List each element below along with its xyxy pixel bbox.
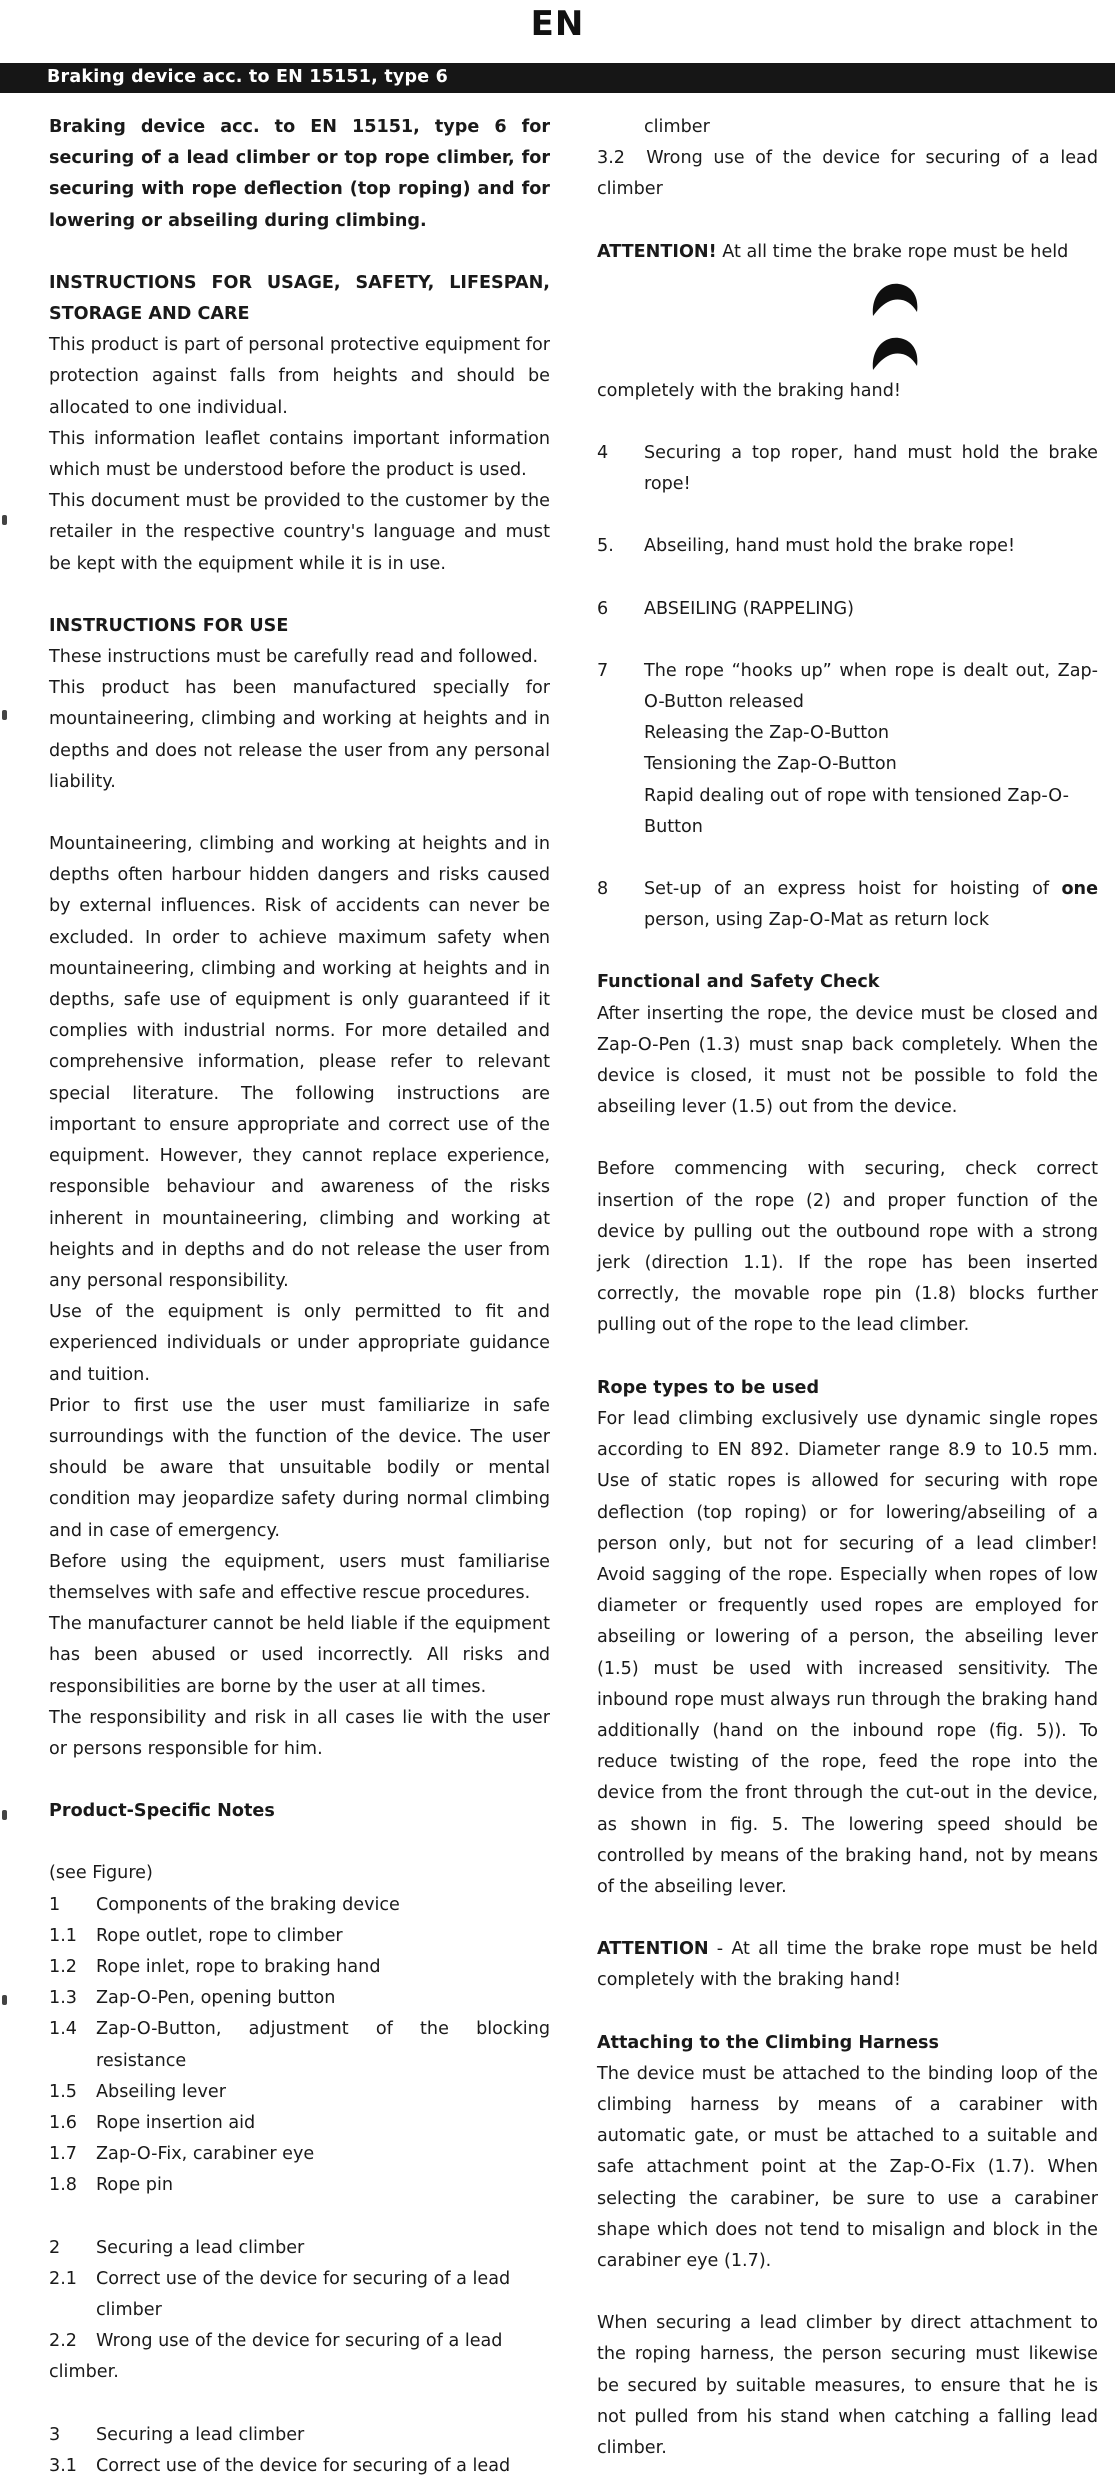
paragraph: This document must be provided to the customer by the retailer in the respective country's language and must be kept with the equipment while it is in use. bbox=[49, 491, 550, 574]
list-item: 2.1 Correct use of the device for securing of a lead bbox=[49, 2268, 511, 2289]
list-subitem: Releasing the Zap-O-Button bbox=[644, 723, 890, 744]
list-item: 3 Securing a lead climber bbox=[49, 2424, 305, 2445]
paragraph: Mountaineering, climbing and working at heights and in depths often harbour hidden dangers and risks caused by external influences. Risk of accidents can never be excluded. In order to achieve maximum safety when mountaineering, climbing and working at heights and in depths, safe use of equipment is only guaranteed if it complies with industrial norms. For more detailed and comprehensive information, please refer to relevant special literature. The following instructions are important to ensure appropriate and correct use of the equipment. However, they cannot replace experience, responsible behaviour and awareness of the risks inherent in mountaineering, climbing and working at heights and in depths and do not release the user from any personal responsibility. bbox=[49, 834, 550, 1291]
paragraph: This information leaflet contains important information which must be understood before the product is used. bbox=[49, 428, 550, 481]
list-item: 2.2 Wrong use of the device for securing of a lead bbox=[49, 2331, 503, 2352]
heading-usage-safety: INSTRUCTIONS FOR USAGE, SAFETY, LIFESPAN, STORAGE AND CARE bbox=[49, 272, 550, 325]
list-item: 1.3 Zap-O-Pen, opening button bbox=[49, 1988, 336, 2009]
list-item: 1.6 Rope insertion aid bbox=[49, 2112, 256, 2133]
paragraph: Before commencing with securing, check correct insertion of the rope (2) and proper function of the device by pulling out the outbound rope with a strong jerk (direction 1.1). If the rope has been inserted correctly, the movable rope pin (1.8) blocks further pulling out of the rope to the lead climber. bbox=[597, 1159, 1098, 1336]
paragraph: When securing a lead climber by direct attachment to the roping harness, the person securing must likewise be secured by suitable measures, to ensure that he is not pulled from his stand when catching a falling lead climber. bbox=[597, 2313, 1098, 2458]
paragraph: After inserting the rope, the device must be closed and Zap-O-Pen (1.3) must snap back completely. When the device is closed, it must not be possible to fold the abseiling lever (1.5) out from the device. bbox=[597, 1003, 1098, 1118]
list-item: 5. Abseiling, hand must hold the brake rope! bbox=[597, 536, 1015, 557]
paragraph: This product has been manufactured specially for mountaineering, climbing and working at heights and in depths and does not release the user from any personal liability. bbox=[49, 678, 550, 792]
paragraph: The responsibility and risk in all cases lie with the user or persons responsible for him. bbox=[49, 1707, 550, 1759]
paragraph: The device must be attached to the binding loop of the climbing harness by means of a carabiner with automatic gate, or must be attached to a suitable and safe attachment point at the Zap-O-Fix (1.7). When selecting the carabiner, be sure to use a carabiner shape which does not tend to misalign and block in the carabiner eye (1.7). bbox=[597, 2063, 1098, 2271]
left-column bbox=[49, 112, 550, 2482]
scan-edge-mark bbox=[2, 515, 7, 525]
list-item: 1.4 Zap-O-Button, adjustment of the blocking resistance bbox=[49, 2019, 550, 2071]
list-item-continuation: climber bbox=[96, 2300, 162, 2320]
list-item: 3.2 Wrong use of the device for securing of a lead climber bbox=[597, 148, 1098, 200]
language-code: EN bbox=[530, 4, 585, 44]
paragraph: These instructions must be carefully read and followed. bbox=[49, 647, 539, 668]
paragraph: The manufacturer cannot be held liable if the equipment has been abused or used incorrectly. All risks and responsibilities are borne by the user at all times. bbox=[49, 1614, 550, 1697]
heading-attaching-harness: Attaching to the Climbing Harness bbox=[597, 2032, 940, 2053]
scan-edge-mark bbox=[2, 1810, 7, 1820]
attention-note: ATTENTION! At all time the brake rope must be held bbox=[597, 241, 1069, 262]
list-item-continuation: climber. bbox=[49, 2362, 119, 2383]
list-item: 6 ABSEILING (RAPPELING) bbox=[597, 598, 855, 619]
list-item: 1.7 Zap-O-Fix, carabiner eye bbox=[49, 2144, 315, 2165]
paragraph: Use of the equipment is only permitted to fit and experienced individuals or under appropriate guidance and tuition. bbox=[49, 1302, 550, 1385]
paragraph: Before using the equipment, users must familiarise themselves with safe and effective rescue procedures. bbox=[49, 1551, 550, 1603]
list-item: 4 Securing a top roper, hand must hold the brake rope! bbox=[597, 443, 1098, 495]
scan-edge-mark bbox=[2, 1995, 7, 2005]
paragraph: Prior to first use the user must familiarize in safe surroundings with the function of the device. The user should be aware that unsuitable bodily or mental condition may jeopardize safety during normal climbing and in case of emergency. bbox=[49, 1395, 550, 1541]
heading-instructions-for-use: INSTRUCTIONS FOR USE bbox=[49, 615, 289, 636]
list-item: 1.2 Rope inlet, rope to braking hand bbox=[49, 1956, 381, 1977]
intro-paragraph: Braking device acc. to EN 15151, type 6 for securing of a lead climber or top rope climber, for securing with rope deflection (top roping) and for lowering or abseiling during climbing. bbox=[49, 117, 550, 231]
list-item: 1.1 Rope outlet, rope to climber bbox=[49, 1925, 343, 1946]
list-item: 8 Set-up of an express hoist for hoisting of one person, using Zap-O-Mat as return lock bbox=[597, 879, 1098, 931]
list-item: 1.5 Abseiling lever bbox=[49, 2081, 226, 2102]
list-item: 1.8 Rope pin bbox=[49, 2175, 173, 2196]
attention-note-end: completely with the braking hand! bbox=[597, 380, 901, 401]
section-title: Braking device acc. to EN 15151, type 6 bbox=[47, 67, 448, 87]
section-header-band bbox=[0, 63, 1115, 93]
paragraph: For lead climbing exclusively use dynamic single ropes according to EN 892. Diameter range 8.9 to 10.5 mm. Use of static ropes is allowed for securing with rope deflection (top roping) or for lowering/abseiling of a person only, but not for securing of a lead climber! Avoid sagging of the rope. Especially when ropes of low diameter or frequently used ropes are employed for abseiling or lowering of a person, the abseiling lever (1.5) must be used with increased sensitivity. The inbound rope must always run through the braking hand additionally (hand on the inbound rope (fig. 5)). To reduce twisting of the rope, feed the rope into the device from the front through the cut-out in the device, as shown in fig. 5. The lowering speed should be controlled by means of the braking hand, not by means of the abseiling lever. bbox=[597, 1408, 1098, 1897]
heading-functional-check: Functional and Safety Check bbox=[597, 972, 880, 993]
scan-edge-mark bbox=[2, 710, 7, 720]
list-subitem: Tensioning the Zap-O-Button bbox=[644, 754, 897, 775]
see-figure-note: (see Figure) bbox=[49, 1863, 153, 1884]
list-item: 1 Components of the braking device bbox=[49, 1894, 400, 1915]
list-item: 3.1 Correct use of the device for securing of a lead bbox=[49, 2455, 511, 2476]
list-item: 2 Securing a lead climber bbox=[49, 2237, 305, 2258]
heading-rope-types: Rope types to be used bbox=[597, 1377, 820, 1398]
list-subitem: Rapid dealing out of rope with tensioned Zap-O-Button bbox=[644, 785, 1069, 837]
print-blot-icon bbox=[597, 268, 1098, 322]
paragraph: This product is part of personal protective equipment for protection against falls from heights and should be allocated to one individual. bbox=[49, 335, 550, 418]
right-column bbox=[597, 112, 1098, 2464]
list-item-continuation: climber bbox=[644, 117, 710, 137]
heading-product-notes: Product-Specific Notes bbox=[49, 1801, 275, 1822]
attention-note: ATTENTION - At all time the brake rope must be held completely with the braking hand! bbox=[597, 1939, 1098, 1991]
list-item: 7 The rope “hooks up” when rope is dealt out, Zap-O-Button released bbox=[597, 660, 1098, 713]
print-blot-icon bbox=[597, 322, 1098, 376]
